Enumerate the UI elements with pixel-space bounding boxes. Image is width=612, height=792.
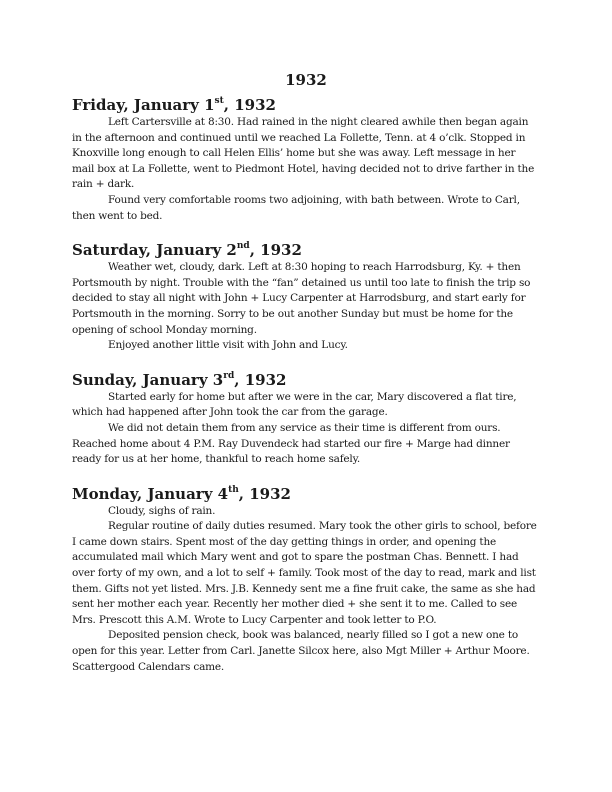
entry-year: , 1932 xyxy=(223,96,276,114)
ordinal-suffix: rd xyxy=(223,370,235,381)
entry-day: Saturday, January 2 xyxy=(72,241,237,260)
entry-heading xyxy=(72,371,540,389)
entry-heading xyxy=(72,485,540,503)
entry-paragraph: Found very comfortable rooms two adjoining, with bath between. Wrote to Carl, then went to bed. xyxy=(72,193,520,222)
entry-paragraph: Left Cartersville at 8:30. Had rained in the night cleared awhile then began again in the afternoon and continued until we reached La Follette, Tenn. at 4 o’clk. Stopped in Knoxville long enough to call Helen Ellis’ home but she was away. Left message in her mail box at La Follette, went to Piedmont Hotel, having decided not to drive farther in the rain + dark. xyxy=(72,116,535,191)
entry-year: , 1932 xyxy=(249,241,302,260)
entry-paragraph: Weather wet, cloudy, dark. Left at 8:30 hoping to reach Harrodsburg, Ky. + then Portsmouth by night. Trouble with the “fan” detained us until too late to finish the trip so decided to stay all night with John + Lucy Carpenter at Harrodsburg, and start early for Portsmouth in the morning. Sorry to be out another Sunday but must be home for the opening of school Monday morning. xyxy=(72,261,531,336)
entry-year: , 1932 xyxy=(238,484,291,503)
ordinal-suffix: nd xyxy=(236,241,250,252)
entry-heading xyxy=(72,241,540,259)
diary-entry-jan-4 xyxy=(72,485,540,676)
entry-heading xyxy=(72,96,540,114)
document-title: 1932 xyxy=(285,71,327,89)
entry-paragraph: Regular routine of daily duties resumed. Mary took the other girls to school, before I came down stairs. Spent most of the day getting things in order, and opening the accumulated mail which Mary went and got to spare the postman Chas. Bennett. I had over forty of my own, and a lot to self + family. Took most of the day to read, mark and list them. Gifts not yet listed. Mrs. J.B. Kennedy sent me a fine fruit cake, the same as she had sent her mother each year. Recently her mother died + she sent it to me. Called to see Mrs. Prescott this A.M. Wrote to Lucy Carpenter and took letter to P.O. xyxy=(72,520,537,626)
ordinal-suffix: st xyxy=(214,96,224,106)
ordinal-suffix: th xyxy=(228,484,239,495)
entry-year: , 1932 xyxy=(234,370,287,389)
entry-day: Sunday, January 3 xyxy=(72,370,224,389)
entry-paragraph: Cloudy, sighs of rain. xyxy=(108,504,216,517)
entry-paragraph: We did not detain them from any service as their time is different from ours. Reached home about 4 P.M. Ray Duvendeck had started our fire + Marge had dinner ready for us at her home, thankful to reach home safely. xyxy=(72,421,510,466)
entry-day: Friday, January 1 xyxy=(72,96,215,114)
entry-paragraph: Deposited pension check, book was balanced, nearly filled so I got a new one to open for this year. Letter from Carl. Janette Silcox here, also Mgt Miller + Arthur Moore. Scattergood Calendars came. xyxy=(72,629,530,673)
entry-paragraph: Started early for home but after we were in the car, Mary discovered a flat tire, which had happened after John took the car from the garage. xyxy=(72,390,517,419)
entry-paragraph: Enjoyed another little visit with John and Lucy. xyxy=(108,339,348,352)
diary-page xyxy=(72,70,540,692)
diary-entry-jan-1 xyxy=(72,96,540,224)
entry-day: Monday, January 4 xyxy=(72,484,229,503)
diary-entry-jan-2 xyxy=(72,241,540,354)
diary-entry-jan-3 xyxy=(72,371,540,468)
